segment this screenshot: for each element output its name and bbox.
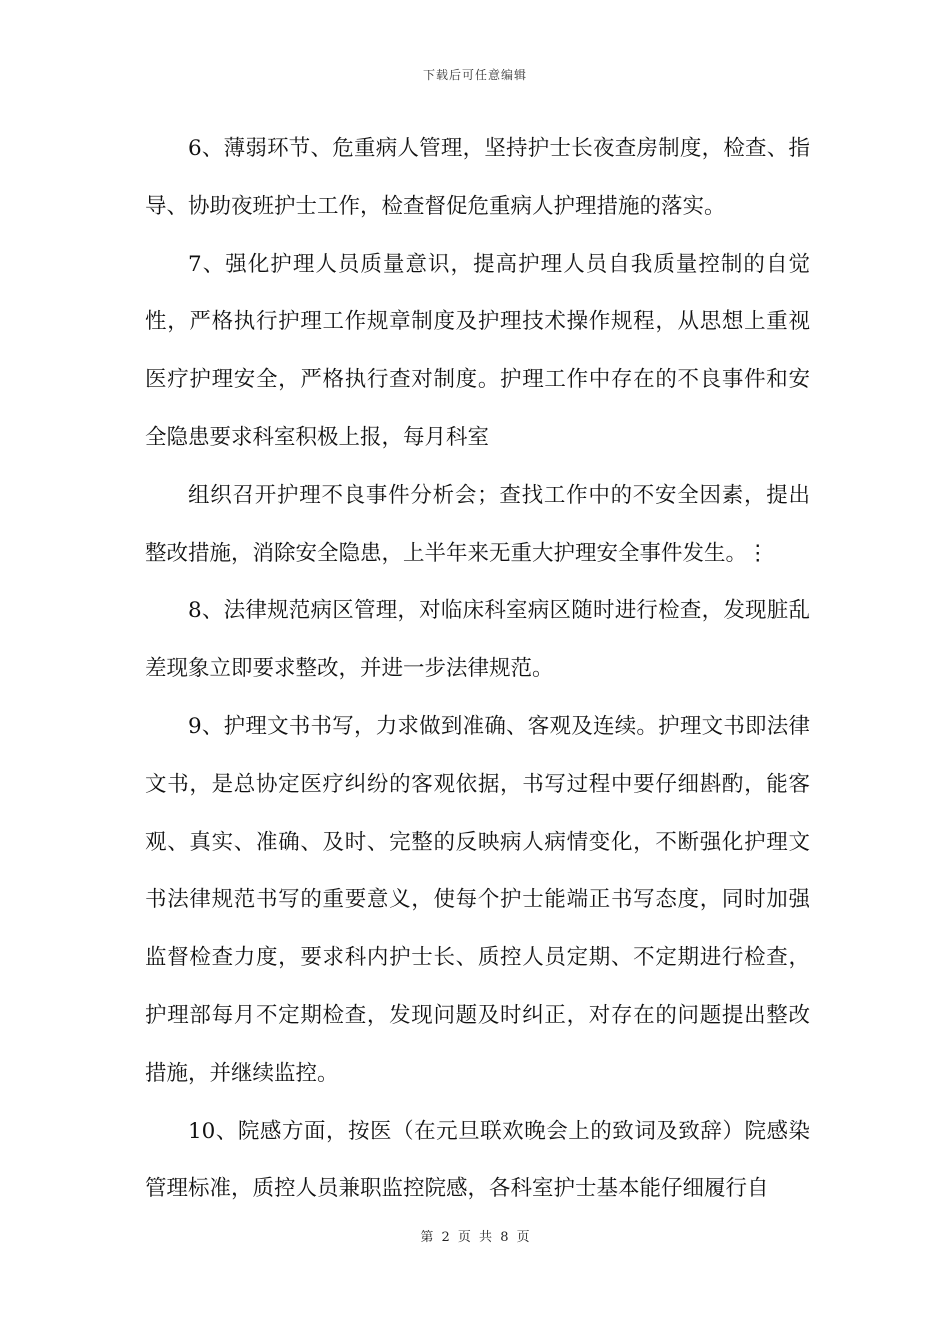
paragraph-item-9: 9、护理文书书写，力求做到准确、客观及连续。护理文书即法律文书，是总协定医疗纠纷的客观依据，书写过程中要仔细斟酌，能客观、真实、准确、及时、完整的反映病人病情变化，不断强化护理文书法律规范书写的重要意义，使每个护士能端正书写态度，同时加强监督检查力度，要求科内护士长、质控人员定期、不定期进行检查，护理部每月不定期检查，发现问题及时纠正，对存在的问题提出整改措施，并继续监控。 — [145, 713, 810, 1086]
document-body — [145, 120, 810, 1218]
paragraph-item-10: 10、院感方面，按医（在元旦联欢晚会上的致词及致辞）院感染管理标准，质控人员兼职监控院感，各科室护士基本能仔细履行自 — [145, 1118, 810, 1202]
page-header: 下载后可任意编辑 — [422, 68, 527, 82]
paragraph-item-8: 8、法律规范病区管理，对临床科室病区随时进行检查，发现脏乱差现象立即要求整改，并进一步法律规范。 — [145, 598, 810, 682]
page-footer: 第 2 页 共 8 页 — [420, 1230, 530, 1245]
paragraph-item-7-continued: 组织召开护理不良事件分析会；查找工作中的不安全因素，提出整改措施，消除安全隐患，上半年来无重大护理安全事件发生。⋮ — [145, 482, 810, 566]
paragraph-item-6: 6、薄弱环节、危重病人管理，坚持护士长夜查房制度，检查、指导、协助夜班护士工作，检查督促危重病人护理措施的落实。 — [145, 136, 810, 219]
paragraph-item-7: 7、强化护理人员质量意识，提高护理人员自我质量控制的自觉性，严格执行护理工作规章制度及护理技术操作规程，从思想上重视医疗护理安全，严格执行查对制度。护理工作中存在的不良事件和安全隐患要求科室积极上报，每月科室 — [145, 251, 810, 450]
